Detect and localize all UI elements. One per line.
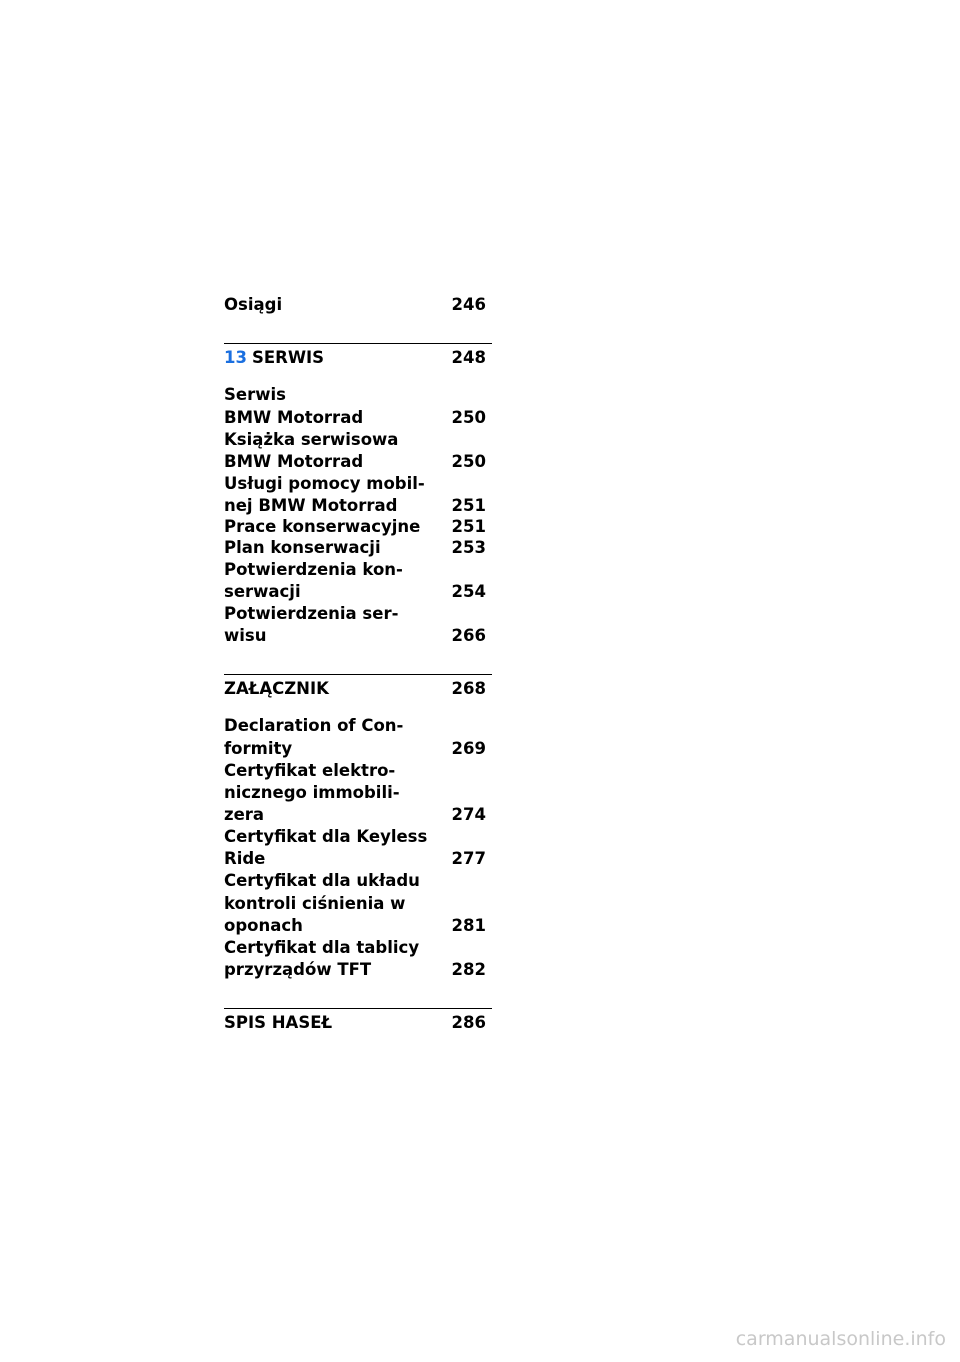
- toc-entry-continuation[interactable]: przyrządów TFT 282: [224, 960, 486, 979]
- chapter-page: 248: [451, 348, 486, 367]
- toc-entry[interactable]: Certyfikat elektro-: [224, 761, 396, 780]
- toc-entry-page: 250: [451, 408, 486, 427]
- toc-entry-continuation[interactable]: Usługi pomocy mobil-: [224, 474, 425, 493]
- toc-entry-continuation[interactable]: zera 274: [224, 805, 486, 824]
- watermark: carmanualsonline.info: [735, 1328, 946, 1350]
- toc-entry[interactable]: Certyfikat dla tablicy: [224, 938, 420, 957]
- toc-entry-continuation[interactable]: nej BMW Motorrad 251: [224, 496, 486, 515]
- chapter-page: 268: [451, 679, 486, 698]
- chapter-divider: [224, 1008, 492, 1009]
- toc-entry-continuation[interactable]: serwacji 254: [224, 582, 486, 601]
- toc-entry-osiagi[interactable]: [224, 294, 486, 316]
- toc-entry-continuation[interactable]: Ride 277: [224, 849, 486, 868]
- toc-entry-continuation[interactable]: Książka serwisowa: [224, 430, 399, 449]
- toc-entry-page: 253: [451, 538, 486, 557]
- chapter-page: 286: [451, 1013, 486, 1032]
- chapter-heading-serwis[interactable]: [224, 347, 486, 369]
- toc-entry[interactable]: Prace konserwacyjne 251: [224, 517, 486, 536]
- section-heading-serwis: [224, 384, 486, 406]
- toc-entry[interactable]: Plan konserwacji 253: [224, 538, 486, 557]
- toc-entry-continuation[interactable]: formity 269: [224, 739, 486, 758]
- chapter-title: SPIS HASEŁ: [224, 1013, 333, 1032]
- chapter-heading-zalacznik[interactable]: [224, 678, 486, 700]
- toc-entry-continuation[interactable]: kontroli ciśnienia w: [224, 894, 406, 913]
- chapter-heading-spis-hasel[interactable]: [224, 1012, 486, 1034]
- toc-entry-page: 274: [451, 805, 486, 824]
- chapter-number: 13: [224, 348, 247, 367]
- toc-entry[interactable]: Certyfikat dla układu: [224, 871, 420, 890]
- toc-entry[interactable]: BMW Motorrad 250: [224, 408, 486, 427]
- toc-entry-page: 251: [451, 496, 486, 515]
- toc-entry-continuation[interactable]: nicznego immobili-: [224, 783, 400, 802]
- toc-entry[interactable]: BMW Motorrad 250: [224, 452, 486, 471]
- chapter-divider: [224, 343, 492, 344]
- toc-entry-page: 251: [451, 517, 486, 536]
- chapter-divider: [224, 674, 492, 675]
- toc-entry-continuation[interactable]: wisu 266: [224, 626, 486, 645]
- toc-entry[interactable]: Declaration of Con-: [224, 716, 404, 735]
- toc-entry-page: 282: [451, 960, 486, 979]
- toc-entry[interactable]: Potwierdzenia ser-: [224, 604, 399, 623]
- toc-entry-label: Osiągi: [224, 295, 283, 314]
- toc-entry-page: 277: [451, 849, 486, 868]
- toc-entry-continuation[interactable]: oponach 281: [224, 916, 486, 935]
- toc-entry-page: 250: [451, 452, 486, 471]
- toc-entry-page: 266: [451, 626, 486, 645]
- toc-entry-page: 254: [451, 582, 486, 601]
- toc-entry-page: 269: [451, 739, 486, 758]
- chapter-title: SERWIS: [251, 348, 325, 367]
- toc-entry-page: 246: [451, 295, 486, 314]
- toc-entry[interactable]: Potwierdzenia kon-: [224, 560, 403, 579]
- chapter-title: ZAŁĄCZNIK: [224, 679, 329, 698]
- toc-entry[interactable]: Certyfikat dla Keyless: [224, 827, 428, 846]
- section-heading-label: Serwis: [224, 385, 286, 404]
- toc-entry-page: 281: [451, 916, 486, 935]
